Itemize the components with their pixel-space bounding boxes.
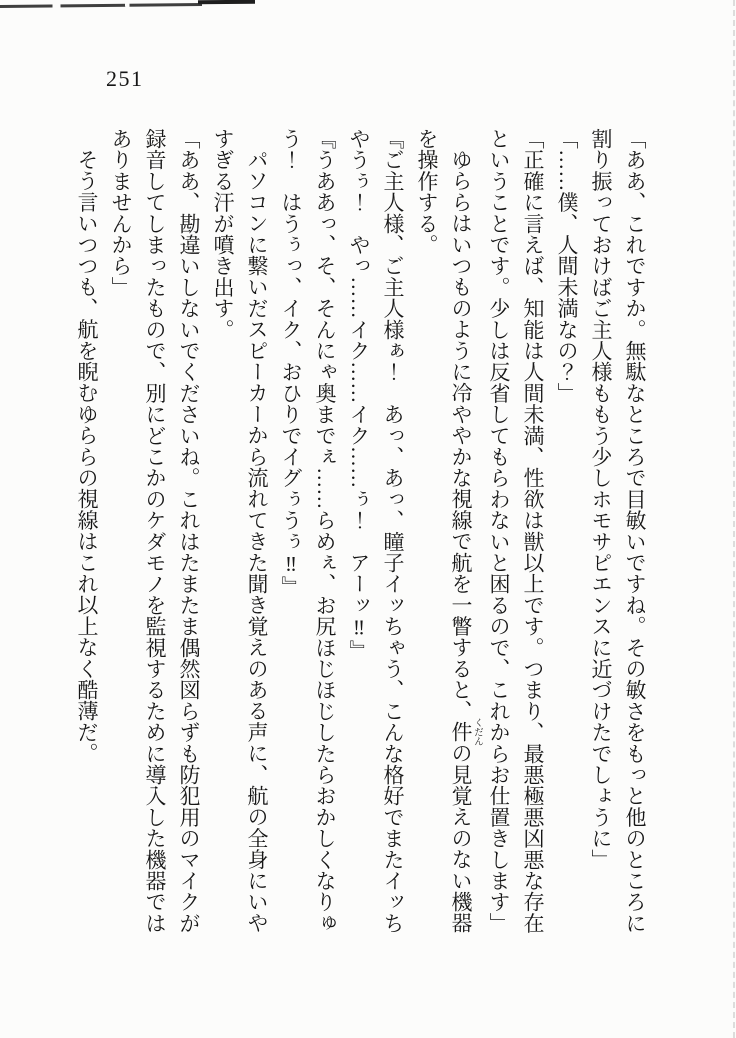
text-line: 「正確に言えば、知能は人間未満、性欲は獣以上です。つまり、最悪極悪凶悪な存在 (521, 128, 545, 934)
text-line: う！ はうぅっ、イク、おひりでイグぅうぅ‼』 (279, 128, 303, 598)
text-line: そう言いつつも、航を睨むゆららの視線はこれ以上なく酷薄だ。 (75, 149, 99, 764)
furigana-ruby: 件 くだん (449, 717, 482, 747)
text-line: 録音してしまったもので、別にどこかのケダモノを監視するために導入した機器では (143, 128, 167, 934)
text-line: 割り振っておけばご主人様ももう少しホモサピエンスに近づけたでしょうに」 (589, 128, 613, 870)
text-line: ありませんから」 (109, 128, 133, 298)
novel-text-block (72, 128, 652, 946)
page-edge-line (733, 0, 735, 1038)
scan-artifact-top-line (0, 3, 202, 7)
text-line: パソコンに繋いだスピーカーから流れてきた聞き覚えのある声に、航の全身にいや (245, 149, 269, 934)
text-line: 『ご主人様、ご主人様ぁ！ あっ、あっ、瞳子イッちゃう、こんな格好でまたイッち (381, 128, 405, 934)
text-line: 「……僕、人間未満なの？」 (555, 128, 579, 404)
text-line: やうぅ！ やっ……イク……イク……ぅ！ アーッ‼』 (347, 128, 371, 661)
text-line: すぎる汗が噴き出す。 (211, 128, 235, 340)
text-line: ゆららはいつものように冷ややかな視線で航を一瞥すると、件 くだんの見覚えのない機器 (449, 149, 482, 934)
text-line: ということです。少しは反省してもらわないと困るので、これからお仕置きします」 (487, 128, 511, 934)
text-line: 「ああ、これですか。無駄なところで目敏いですね。その敏さをもっと他のところに (623, 128, 647, 934)
text-line: 『うああっ、そ、そんにゃ奥までぇ……らめぇ、お尻ほじほじしたらおかしくなりゅ (313, 128, 337, 934)
text-line: を操作する。 (415, 128, 439, 256)
page-number: 251 (106, 66, 144, 91)
scan-artifact-top-blob (198, 0, 255, 4)
text-line: 「ああ、勘違いしないでくださいね。これはたまたま偶然図らずも防犯用のマイクが (177, 128, 201, 934)
